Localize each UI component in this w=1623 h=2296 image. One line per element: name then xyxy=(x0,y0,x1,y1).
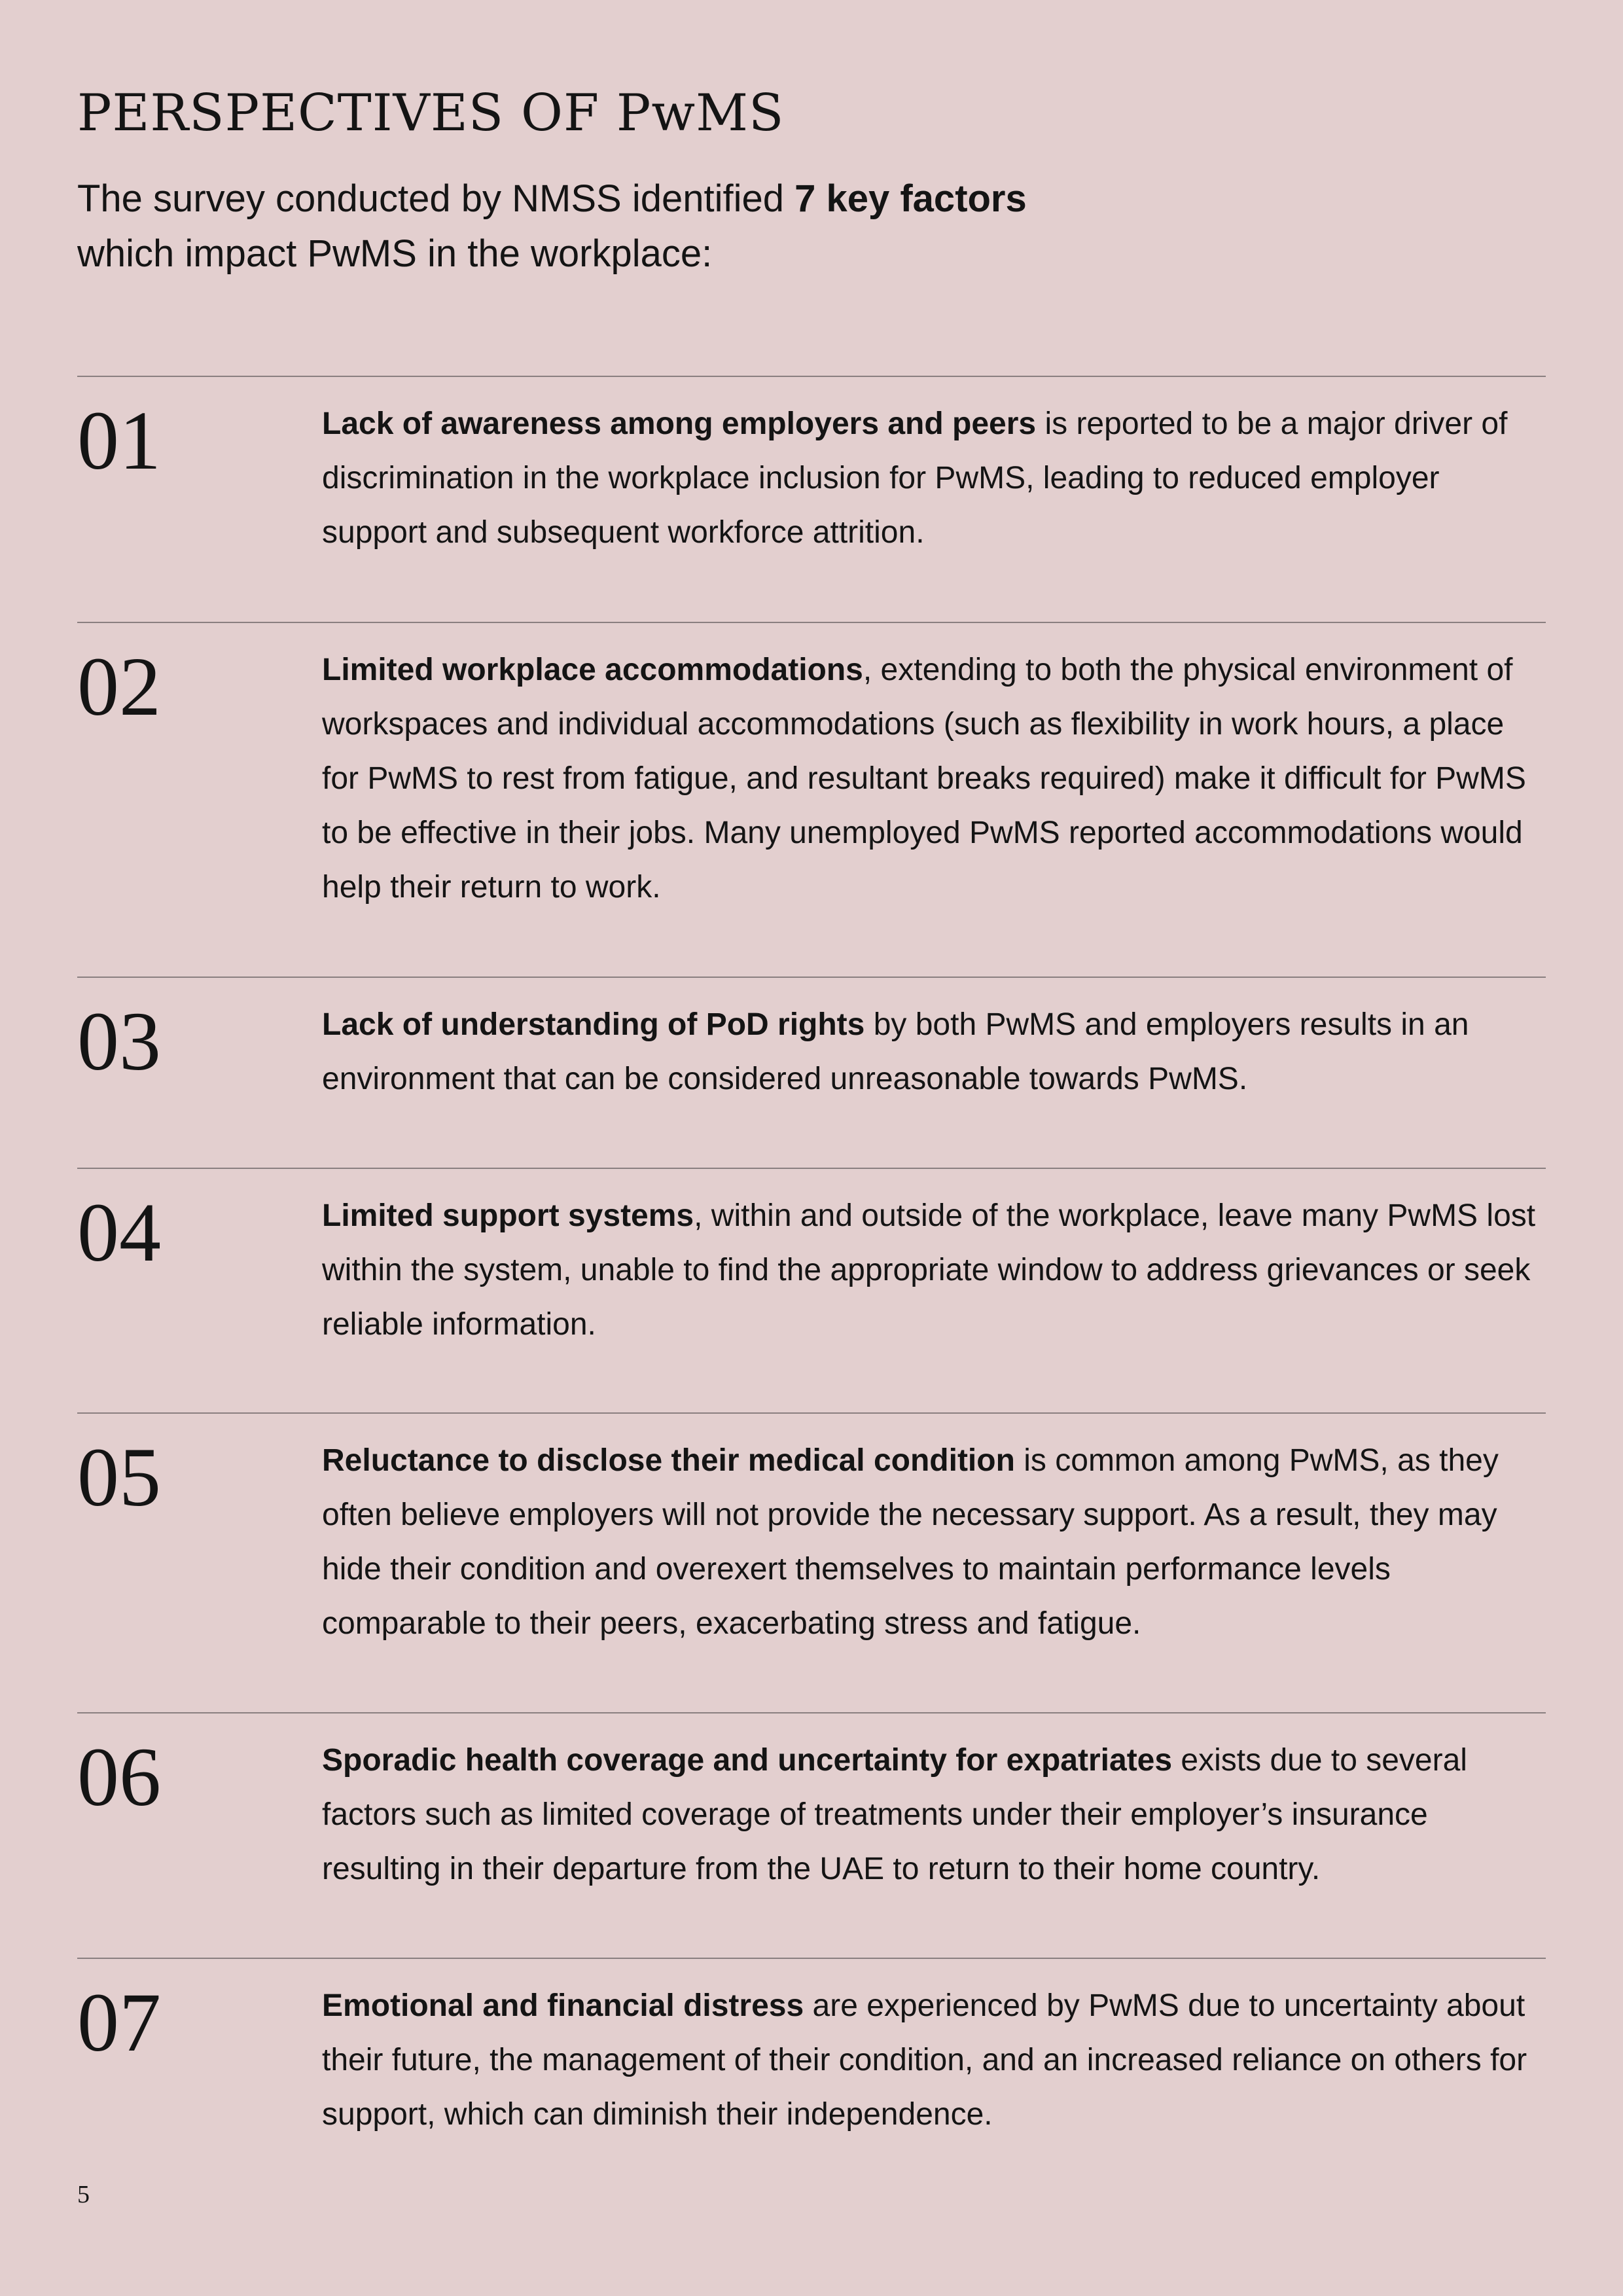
factor-item-01 xyxy=(77,376,1546,550)
factor-number: 02 xyxy=(77,640,161,733)
factor-item-04 xyxy=(77,1168,1546,1342)
intro-text-start: The survey conducted by NMSS identified xyxy=(77,177,795,220)
factor-description xyxy=(322,997,1546,1106)
factor-heading: Emotional and financial distress xyxy=(322,1988,804,2023)
factor-heading: Limited workplace accommodations xyxy=(322,653,863,687)
factor-item-03 xyxy=(77,977,1546,1096)
page-title: PERSPECTIVES OF PwMS xyxy=(77,84,785,143)
factor-body: exists due to several factors such as limited coverage of treatments under their employer’s insurance resulting in their departure from the UAE to return to their home country. xyxy=(322,1743,1467,1886)
factor-item-05 xyxy=(77,1412,1546,1641)
factor-description xyxy=(322,397,1546,560)
factor-heading: Sporadic health coverage and uncertainty for expatriates xyxy=(322,1743,1173,1778)
intro-text-end: which impact PwMS in the workplace: xyxy=(77,232,713,275)
factor-body: are experienced by PwMS due to uncertainty about their future, the management of their condition, and an increased reliance on others for support, which can diminish their independence. xyxy=(322,1988,1527,2132)
factor-heading: Limited support systems xyxy=(322,1198,694,1233)
factor-number: 01 xyxy=(77,394,161,487)
factor-item-07 xyxy=(77,1958,1546,2132)
factor-description xyxy=(322,1189,1546,1352)
factor-body: by both PwMS and employers results in an environment that can be considered unreasonable towards PwMS. xyxy=(322,1007,1469,1096)
factor-body: , extending to both the physical environment of workspaces and individual accommodations (such as flexibility in work hours, a place for PwMS to rest from fatigue, and resultant breaks required) make it difficult for PwMS to be effective in their jobs. Many unemployed PwMS reported accommodations would help their return to work. xyxy=(322,653,1526,905)
factor-description xyxy=(322,1733,1546,1896)
factor-description xyxy=(322,643,1546,914)
factor-item-06 xyxy=(77,1712,1546,1886)
factor-heading: Lack of understanding of PoD rights xyxy=(322,1007,865,1042)
factor-number: 03 xyxy=(77,995,161,1088)
page-number: 5 xyxy=(77,2181,90,2208)
factor-heading: Lack of awareness among employers and peers xyxy=(322,406,1037,441)
intro-highlight: 7 key factors xyxy=(794,177,1027,220)
factor-body: is common among PwMS, as they often believe employers will not provide the necessary support. As a result, they may hide their condition and overexert themselves to maintain performance levels comparable to their peers, exacerbating stress and fatigue. xyxy=(322,1443,1499,1641)
factor-body: is reported to be a major driver of discrimination in the workplace inclusion for PwMS, leading to reduced employer support and subsequent workforce attrition. xyxy=(322,406,1508,550)
factor-number: 05 xyxy=(77,1431,161,1524)
factor-description xyxy=(322,1433,1546,1651)
factor-number: 04 xyxy=(77,1186,161,1279)
factor-number: 07 xyxy=(77,1976,161,2069)
intro-paragraph xyxy=(77,171,1190,281)
factor-description xyxy=(322,1979,1546,2142)
factor-body: , within and outside of the workplace, leave many PwMS lost within the system, unable to find the appropriate window to address grievances or seek reliable information. xyxy=(322,1198,1536,1342)
factor-heading: Reluctance to disclose their medical condition xyxy=(322,1443,1015,1478)
factor-item-02 xyxy=(77,622,1546,905)
factor-number: 06 xyxy=(77,1731,161,1823)
